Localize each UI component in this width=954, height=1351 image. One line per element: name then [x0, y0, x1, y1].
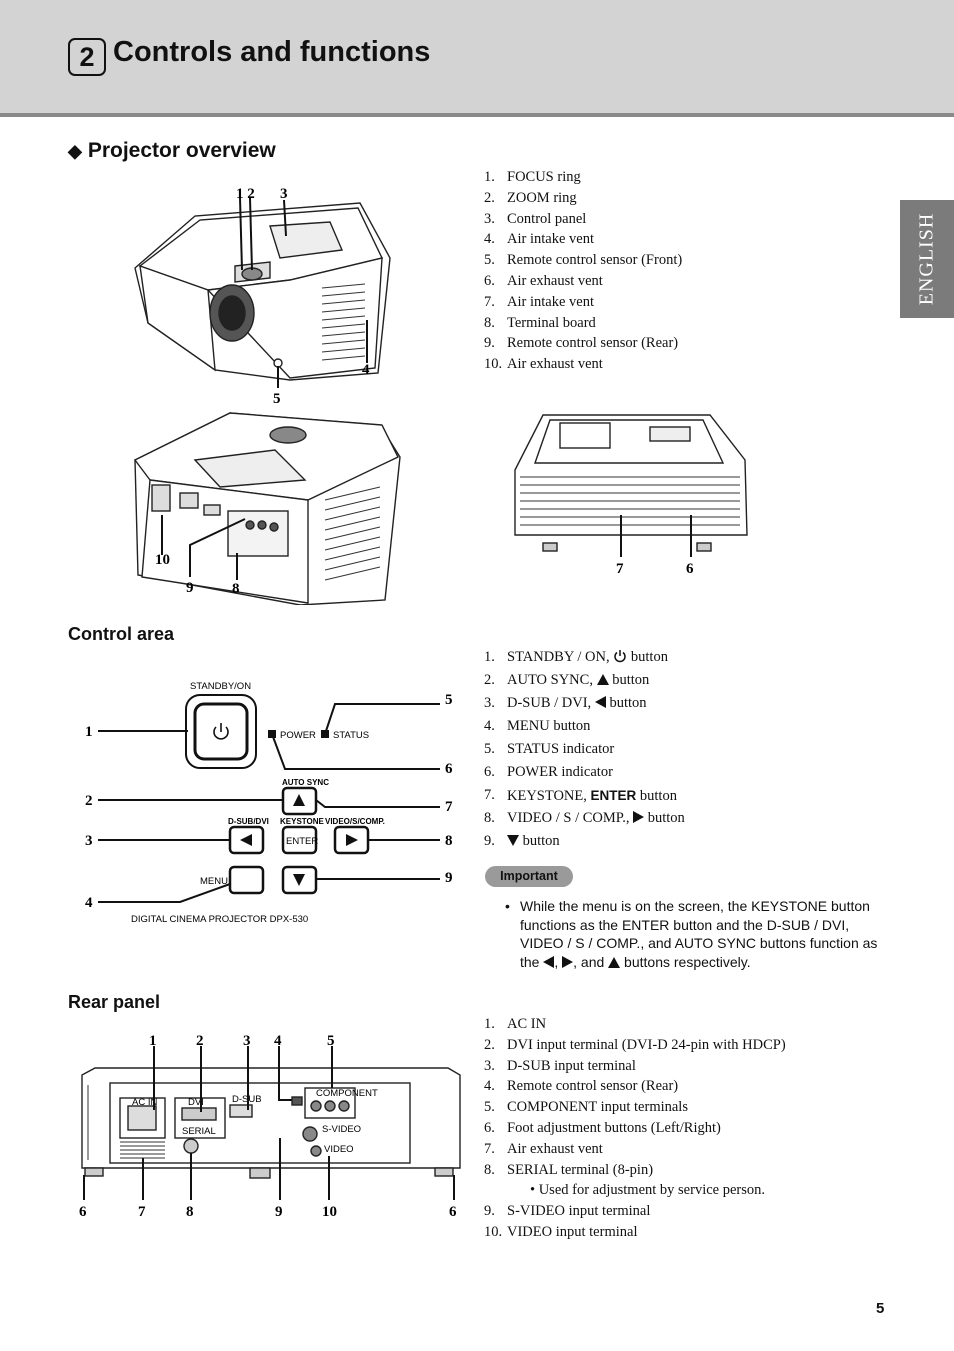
callout-rear-8: 8: [232, 581, 240, 597]
right-triangle-icon: [633, 811, 644, 823]
list-item: 7. KEYSTONE, ENTER button: [484, 787, 677, 804]
callout-rear-10: 10: [155, 552, 170, 568]
callout-rear-panel-10: 10: [322, 1204, 337, 1220]
list-item: 4. MENU button: [484, 718, 591, 734]
list-item: 1. AC IN: [484, 1016, 547, 1032]
video-label: VIDEO/S/COMP.: [325, 817, 385, 826]
menu-label: MENU: [200, 876, 228, 887]
callout-front-4: 4: [362, 362, 370, 378]
rear-panel-list: [484, 1014, 786, 1243]
list-item: 4. Air intake vent: [484, 231, 594, 248]
power-label: POWER: [280, 730, 316, 741]
list-item: 1. FOCUS ring: [484, 169, 581, 185]
callout-rear-panel-6-left: 6: [79, 1204, 87, 1220]
section-heading-control-area: Control area: [68, 624, 175, 644]
callout-control-1: 1: [85, 724, 93, 740]
list-item: 10. VIDEO input terminal: [484, 1223, 638, 1240]
component-label: COMPONENT: [316, 1088, 378, 1099]
section-heading-overview: ◆ Projector overview: [68, 139, 276, 162]
callout-side-6: 6: [686, 561, 694, 577]
control-area-list: [484, 646, 685, 853]
standby-label: STANDBY/ON: [190, 681, 252, 692]
list-item: 5. Remote control sensor (Front): [484, 252, 683, 269]
list-item: 8. Terminal board: [484, 314, 596, 331]
list-item: 8. VIDEO / S / COMP., button: [484, 810, 685, 826]
ac-in-label: AC IN: [132, 1097, 158, 1108]
callout-control-6: 6: [445, 761, 453, 777]
left-triangle-icon: [595, 696, 606, 708]
list-item: 2. DVI input terminal (DVI-D 24-pin with HDCP): [484, 1036, 786, 1053]
list-item: 6. Foot adjustment buttons (Left/Right): [484, 1119, 721, 1136]
list-item: 8. SERIAL terminal (8-pin): [484, 1161, 654, 1178]
svideo-label: S-VIDEO: [322, 1124, 362, 1135]
callout-front-3: 3: [280, 186, 288, 202]
up-triangle-icon: [608, 957, 620, 968]
section-heading-rear-panel: Rear panel: [68, 992, 161, 1012]
list-item: 7. Air exhaust vent: [484, 1140, 603, 1157]
list-item: 3. D-SUB input terminal: [484, 1057, 636, 1074]
enter-label: ENTER: [286, 836, 319, 847]
callout-rear-panel-6-right: 6: [449, 1204, 457, 1220]
list-item: 2. AUTO SYNC, button: [484, 672, 650, 688]
status-label: STATUS: [333, 730, 370, 741]
callout-rear-panel-5: 5: [327, 1033, 335, 1049]
callout-rear-panel-3: 3: [243, 1033, 251, 1049]
list-item: 5. STATUS indicator: [484, 741, 615, 757]
language-tab: [900, 200, 954, 318]
control-panel-illustration: [80, 672, 460, 932]
callout-rear-9: 9: [186, 580, 194, 596]
callout-front-1-2: 1 2: [236, 186, 255, 202]
list-item: 4. Remote control sensor (Rear): [484, 1078, 679, 1095]
projector-rear-illustration: [120, 405, 410, 605]
diamond-icon: ◆: [68, 141, 82, 161]
down-triangle-icon: [507, 835, 519, 846]
serial-label: SERIAL: [182, 1126, 216, 1137]
power-icon: [613, 649, 627, 663]
list-item: 7. Air intake vent: [484, 293, 594, 310]
callout-control-5: 5: [445, 692, 453, 708]
callout-rear-panel-7: 7: [138, 1204, 146, 1220]
callout-control-7: 7: [445, 799, 453, 815]
list-item: 6. Air exhaust vent: [484, 272, 603, 289]
rear-panel-illustration: [70, 1030, 470, 1225]
list-item: 3. Control panel: [484, 210, 587, 227]
list-item: 9. button: [484, 833, 560, 849]
callout-control-9: 9: [445, 870, 453, 886]
callout-control-4: 4: [85, 895, 93, 911]
page-number: 5: [876, 1300, 885, 1317]
callout-rear-panel-9: 9: [275, 1204, 283, 1220]
bullet-icon: •: [505, 898, 510, 914]
keystone-label: KEYSTONE: [280, 817, 324, 826]
up-triangle-icon: [597, 674, 609, 685]
callout-front-5: 5: [273, 391, 281, 407]
list-item: 9. Remote control sensor (Rear): [484, 335, 679, 352]
auto-sync-label: AUTO SYNC: [282, 778, 329, 787]
callout-rear-panel-8: 8: [186, 1204, 194, 1220]
callout-side-7: 7: [616, 561, 624, 577]
language-tab-label: ENGLISH: [915, 212, 938, 306]
dvi-label: DVI: [188, 1097, 204, 1108]
right-triangle-icon: [562, 956, 573, 968]
menu-button: [230, 867, 263, 893]
callout-rear-panel-1: 1: [149, 1033, 157, 1049]
list-item-note: • Used for adjustment by service person.: [530, 1182, 766, 1199]
list-item: 3. D-SUB / DVI, button: [484, 695, 647, 711]
callout-control-8: 8: [445, 833, 453, 849]
model-name: DIGITAL CINEMA PROJECTOR DPX-530: [131, 914, 309, 925]
list-item: 6. POWER indicator: [484, 764, 613, 780]
dsub-label: D-SUB/DVI: [228, 817, 269, 826]
chapter-number: 2: [68, 38, 106, 76]
important-badge: Important: [485, 866, 573, 887]
overview-list: [484, 167, 682, 375]
projector-side-illustration: [505, 405, 755, 580]
left-triangle-icon: [543, 956, 554, 968]
list-item: 2. ZOOM ring: [484, 189, 577, 206]
list-item: 5. COMPONENT input terminals: [484, 1099, 688, 1116]
callout-rear-panel-4: 4: [274, 1033, 282, 1049]
callout-control-3: 3: [85, 833, 93, 849]
video-label: VIDEO: [324, 1144, 354, 1155]
important-note: • While the menu is on the screen, the KEYSTONE button functions as the ENTER button and the D-SUB / DVI, VIDEO / S / COMP., and AUTO SYNC buttons function as the , , and buttons respectively.: [505, 898, 878, 970]
list-item: 10. Air exhaust vent: [484, 356, 603, 373]
list-item: 9. S-VIDEO input terminal: [484, 1203, 651, 1220]
chapter-header: [0, 0, 954, 117]
projector-front-illustration: [120, 178, 420, 410]
callout-control-2: 2: [85, 793, 93, 809]
chapter-title: Controls and functions: [113, 36, 431, 68]
list-item: 1. STANDBY / ON, button: [484, 649, 668, 665]
dsub-label: D-SUB: [232, 1094, 262, 1105]
callout-rear-panel-2: 2: [196, 1033, 204, 1049]
